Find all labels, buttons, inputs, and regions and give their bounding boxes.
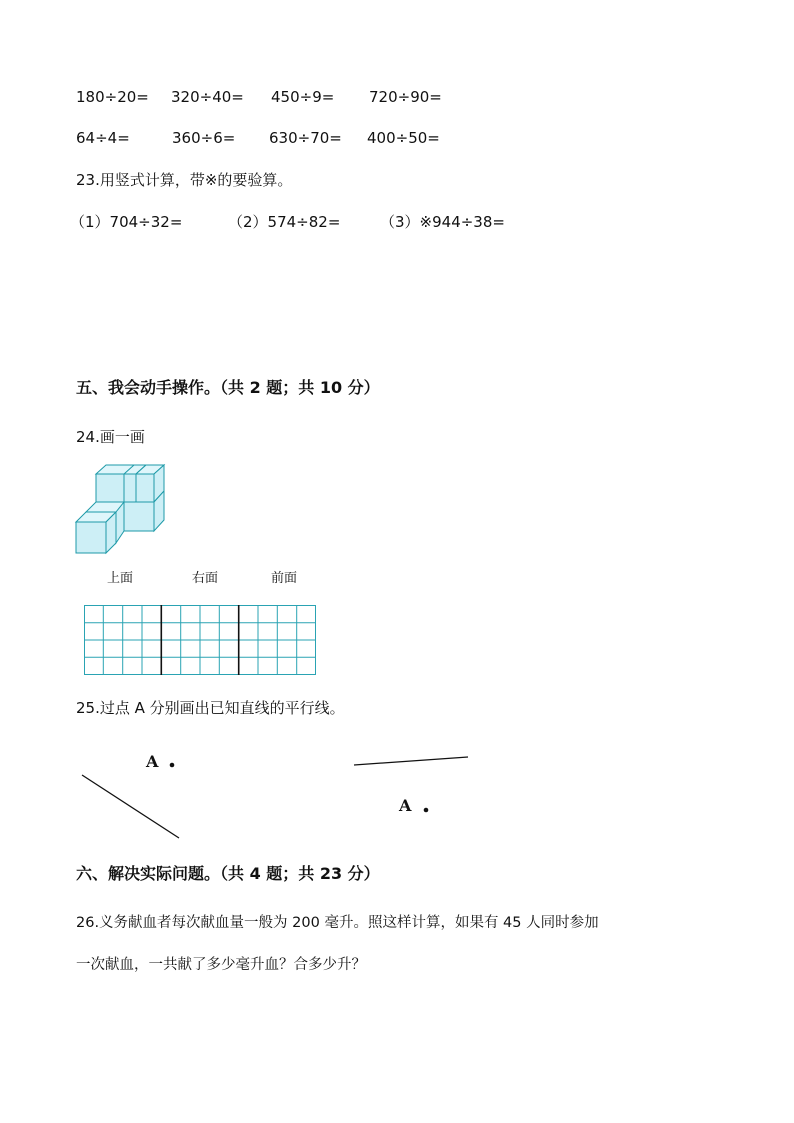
left-line-figure [78, 752, 198, 845]
calc-2-2: 360÷6= [172, 129, 236, 147]
calc-1-3: 450÷9= [271, 88, 335, 106]
point-a-right [424, 808, 429, 813]
calc-2-4: 400÷50= [367, 129, 440, 147]
drawing-grid[interactable] [84, 605, 316, 675]
calc-2-3: 630÷70= [269, 129, 342, 147]
cube-face [96, 474, 136, 502]
label-right-view: 右面 [192, 571, 219, 586]
right-line-figure [350, 752, 480, 822]
question-26-line-1: 26.义务献血者每次献血量一般为 200 毫升。照这样计算，如果有 45 人同时参加 [76, 915, 599, 931]
calc-1-2: 320÷40= [171, 88, 244, 106]
question-23-item-2: （2）574÷82= [228, 213, 341, 231]
section-6-title: 六、解决实际问题。（共 4 题；共 23 分） [76, 864, 380, 883]
point-a-left [170, 763, 175, 768]
calc-1-1: 180÷20= [76, 88, 149, 106]
cube-stack-figure [74, 462, 174, 562]
point-a-label-left: A [146, 752, 159, 771]
question-23-item-1: （1）704÷32= [70, 213, 183, 231]
question-23-item-3: （3）※944÷38= [380, 213, 505, 231]
question-24-title: 24.画一画 [76, 428, 145, 446]
point-a-label-right: A [399, 796, 412, 815]
label-top-view: 上面 [107, 571, 134, 586]
label-front-view: 前面 [271, 571, 298, 586]
given-line-left [82, 775, 179, 838]
given-line-right [354, 757, 468, 765]
question-23-title: 23.用竖式计算，带※的要验算。 [76, 171, 293, 189]
calc-1-4: 720÷90= [369, 88, 442, 106]
question-25-title: 25.过点 A 分别画出已知直线的平行线。 [76, 699, 345, 717]
calc-2-1: 64÷4= [76, 129, 130, 147]
section-5-title: 五、我会动手操作。（共 2 题；共 10 分） [76, 378, 380, 397]
question-26-line-2: 一次献血，一共献了多少毫升血？合多少升？ [76, 957, 366, 973]
